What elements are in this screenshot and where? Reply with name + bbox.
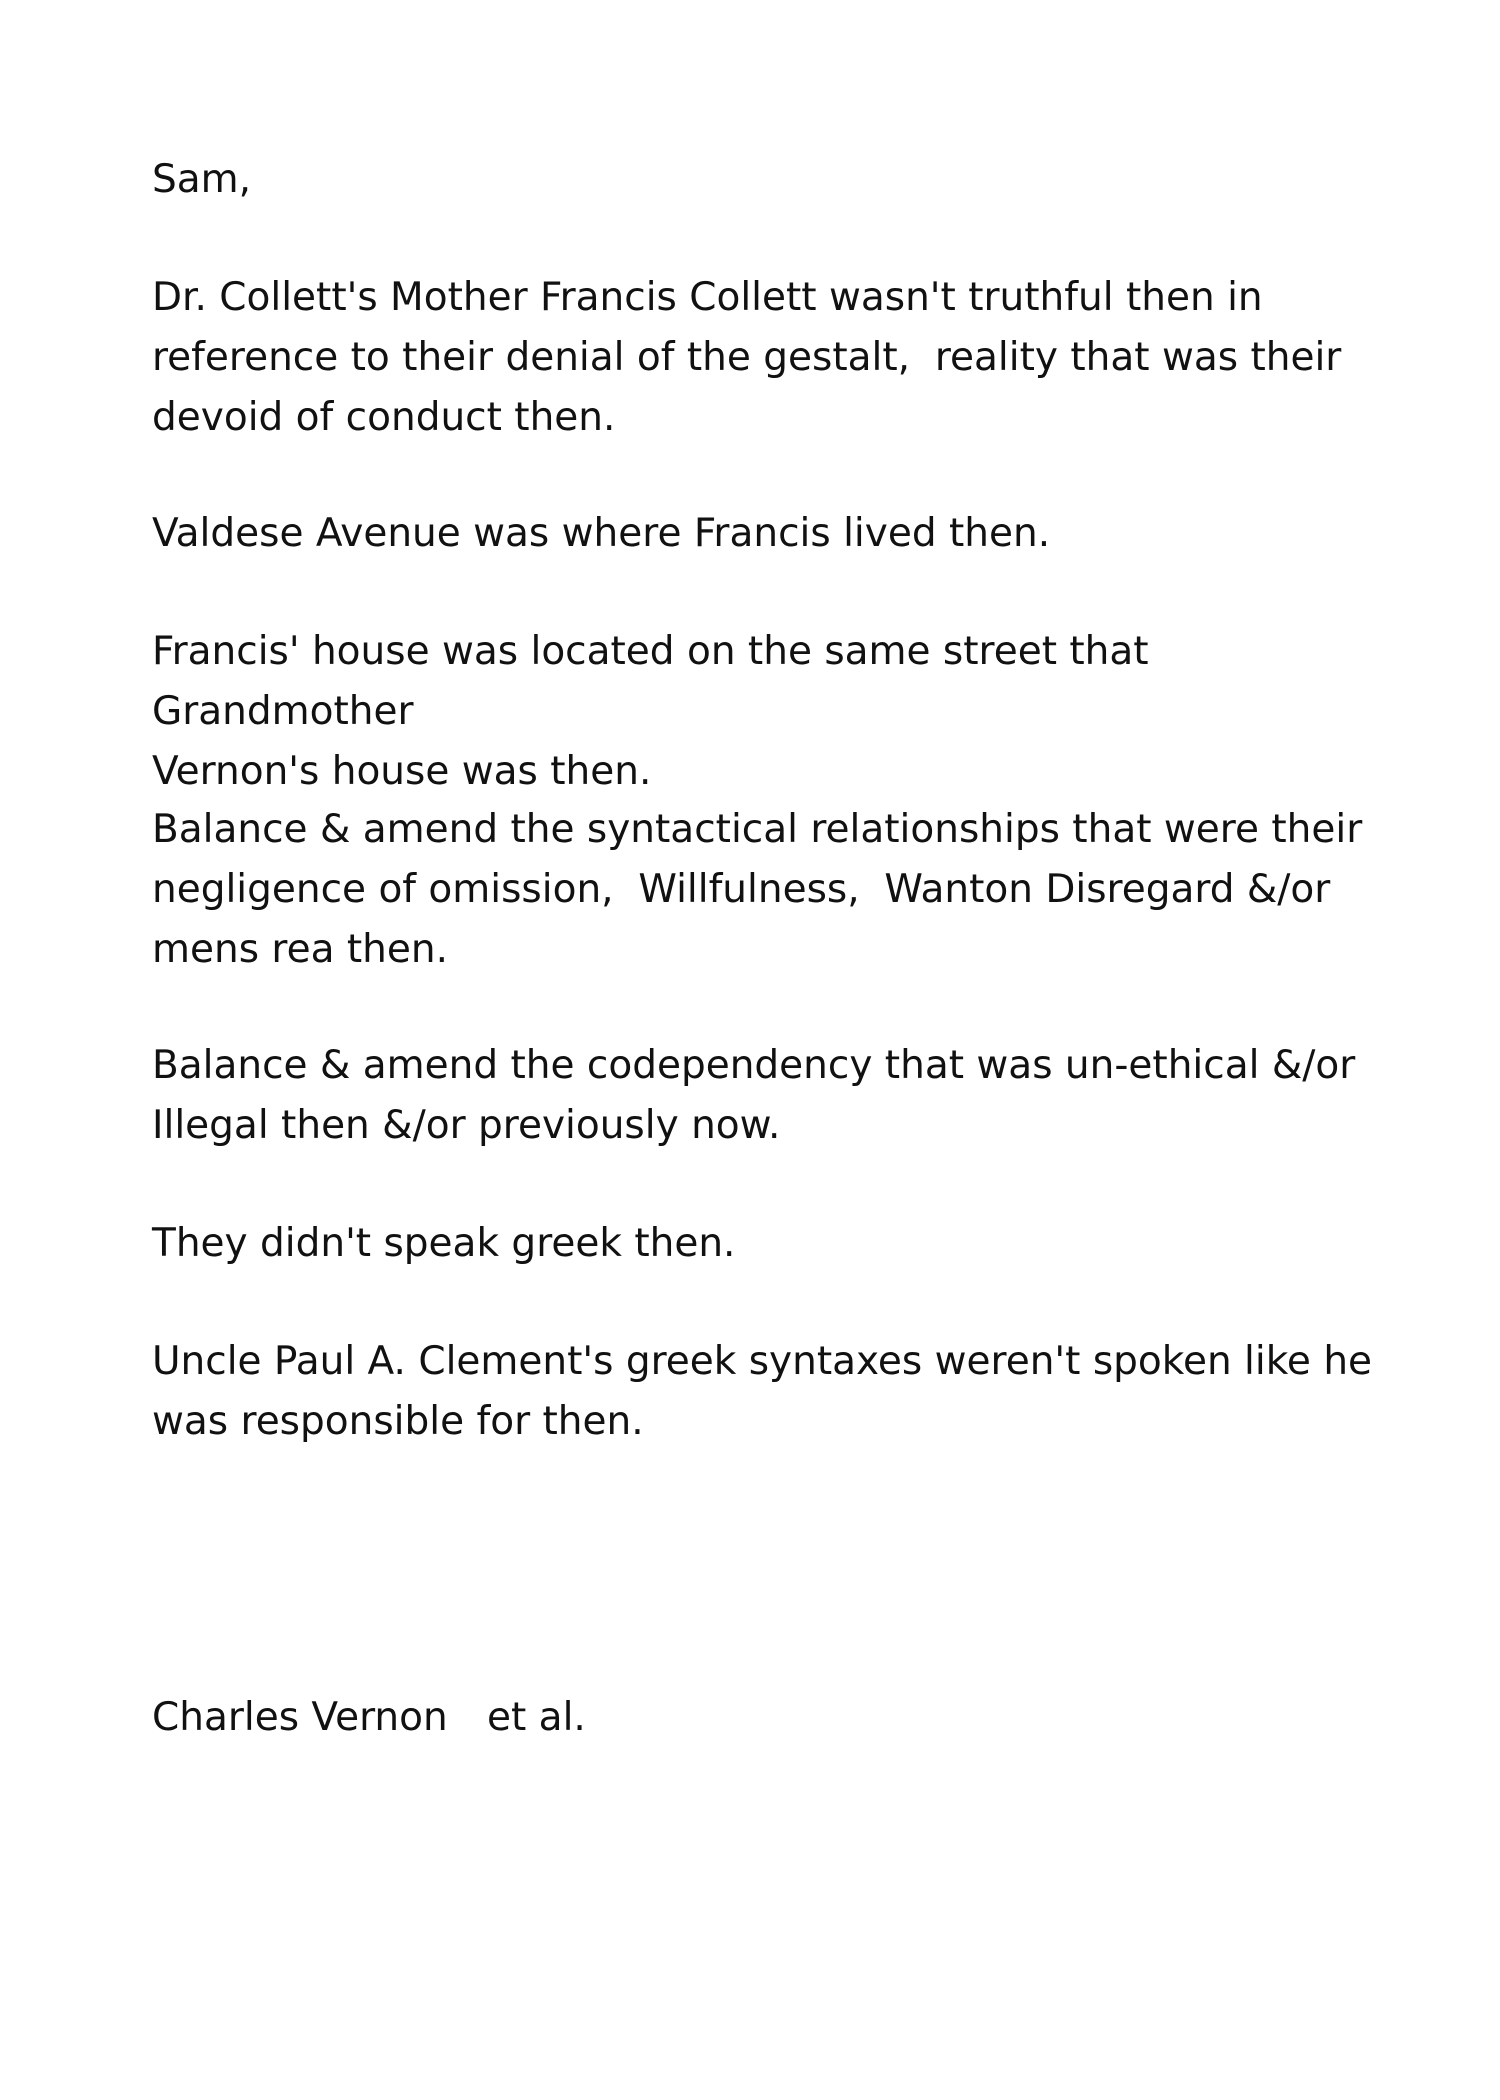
paragraph-codependency: Balance & amend the codependency that was un-ethical &/or Illegal then &/or previously now. bbox=[152, 1043, 1356, 1148]
signature bbox=[152, 1688, 1392, 1748]
paragraph-greek: They didn't speak greek then. bbox=[152, 1221, 736, 1266]
salutation: Sam, bbox=[152, 157, 252, 202]
signature-name: Charles Vernon bbox=[152, 1695, 448, 1740]
paragraph-collett-denial: Dr. Collett's Mother Francis Collett wasn't truthful then in reference to their denial of the gestalt, reality that was their devoid of conduct then. bbox=[152, 275, 1342, 440]
paragraph-francis-house: Francis' house was located on the same street that Grandmother Vernon's house was then. bbox=[152, 629, 1149, 794]
paragraph-syntactical-relationships: Balance & amend the syntactical relationships that were their negligence of omission, Willfulness, Wanton Disregard &/or mens rea then. bbox=[152, 807, 1363, 972]
paragraph-uncle-paul: Uncle Paul A. Clement's greek syntaxes weren't spoken like he was responsible for then. bbox=[152, 1339, 1373, 1444]
signature-suffix: et al. bbox=[487, 1695, 586, 1740]
paragraph-valdese-avenue: Valdese Avenue was where Francis lived then. bbox=[152, 511, 1051, 556]
